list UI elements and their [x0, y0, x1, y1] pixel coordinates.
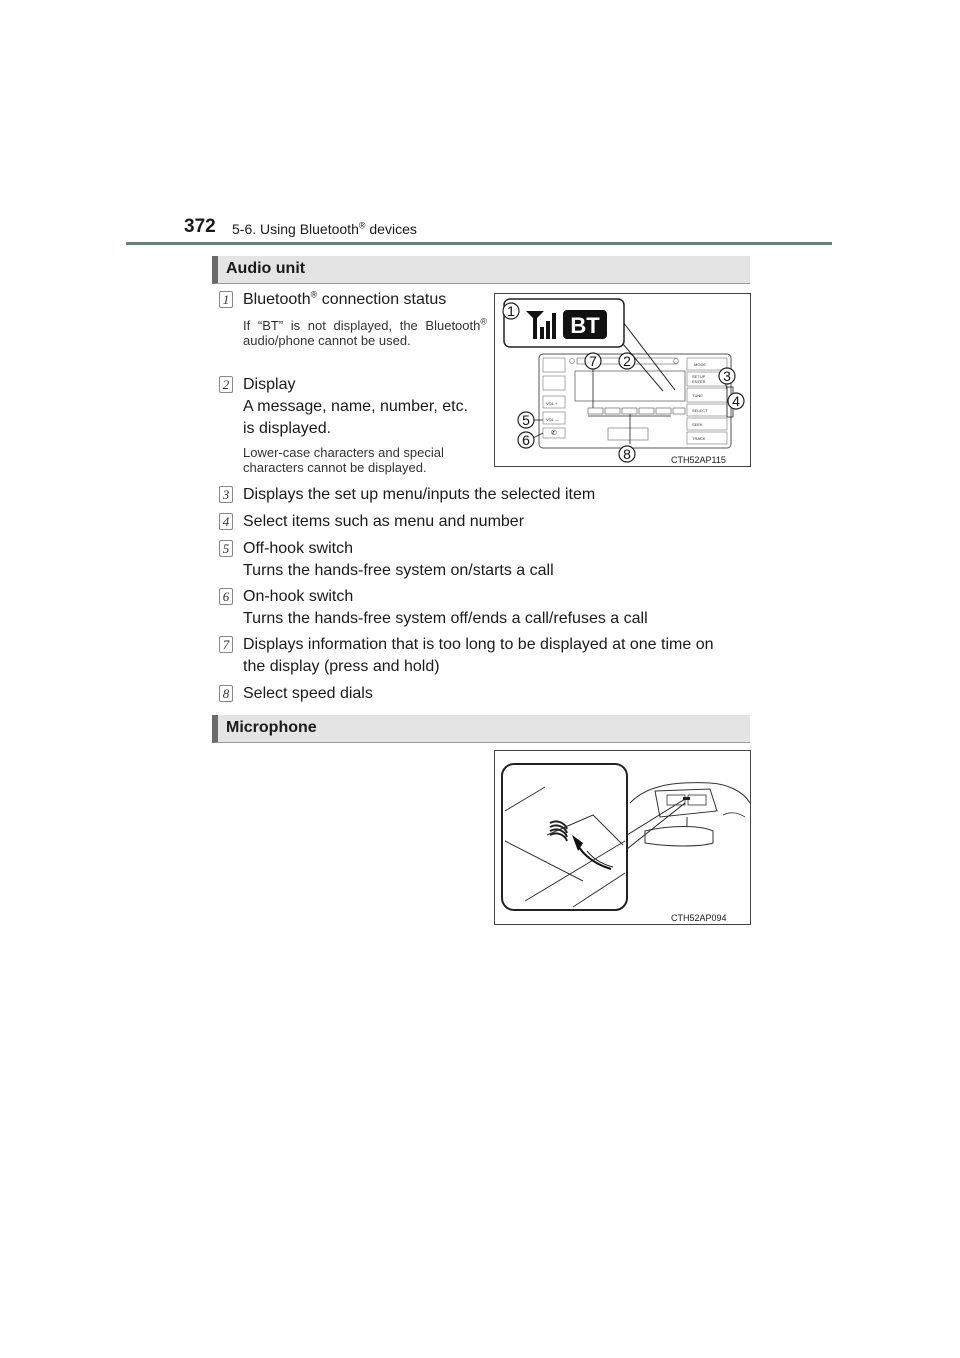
svg-text:6: 6	[522, 432, 530, 448]
svg-text:5: 5	[522, 412, 530, 428]
item-2-note: Lower-case characters and special characters cannot be displayed.	[243, 445, 444, 475]
callout-8	[619, 446, 635, 462]
section-heading-audio-unit: Audio unit	[212, 256, 750, 284]
svg-text:4: 4	[732, 393, 740, 409]
svg-text:BT: BT	[570, 313, 600, 338]
callout-3	[719, 368, 735, 384]
mode-label: MODE	[694, 362, 706, 367]
vol-up-label: VOL +	[546, 401, 558, 406]
svg-text:8: 8	[623, 446, 631, 462]
section-header-title: 5-6. Using Bluetooth® devices	[232, 220, 417, 237]
svg-text:3: 3	[723, 368, 731, 384]
figure-code-microphone: CTH52AP094	[671, 913, 727, 923]
svg-text:1: 1	[507, 303, 515, 319]
microphone-drawing	[495, 751, 751, 925]
audio-unit-drawing	[495, 294, 751, 467]
callout-7	[585, 353, 601, 369]
callout-6	[518, 432, 534, 448]
callout-4	[728, 393, 744, 409]
vol-down-label: VOL —	[546, 417, 559, 422]
track-label: TRACK	[692, 436, 706, 441]
select-label: SELECT	[692, 408, 708, 413]
callout-1	[503, 303, 519, 319]
seek-label: SEEK	[692, 422, 703, 427]
section-heading-microphone: Microphone	[212, 715, 750, 743]
tune-label: TUNE	[692, 393, 703, 398]
phone-icon: ✆	[551, 429, 557, 437]
page-number: 372	[184, 216, 216, 237]
setup-label: SETUP	[692, 374, 706, 379]
callout-5	[518, 412, 534, 428]
svg-text:2: 2	[623, 353, 631, 369]
figure-code-audio: CTH52AP115	[671, 455, 726, 465]
header-rule	[126, 242, 832, 245]
item-1-note: If “BT” is not displayed, the Bluetooth® audio/phone cannot be used.	[243, 316, 487, 348]
audio-unit-illustration	[494, 293, 751, 467]
microphone-illustration	[494, 750, 751, 925]
enter-label: ENTER	[692, 379, 706, 384]
svg-text:7: 7	[589, 353, 597, 369]
callout-2	[619, 353, 635, 369]
